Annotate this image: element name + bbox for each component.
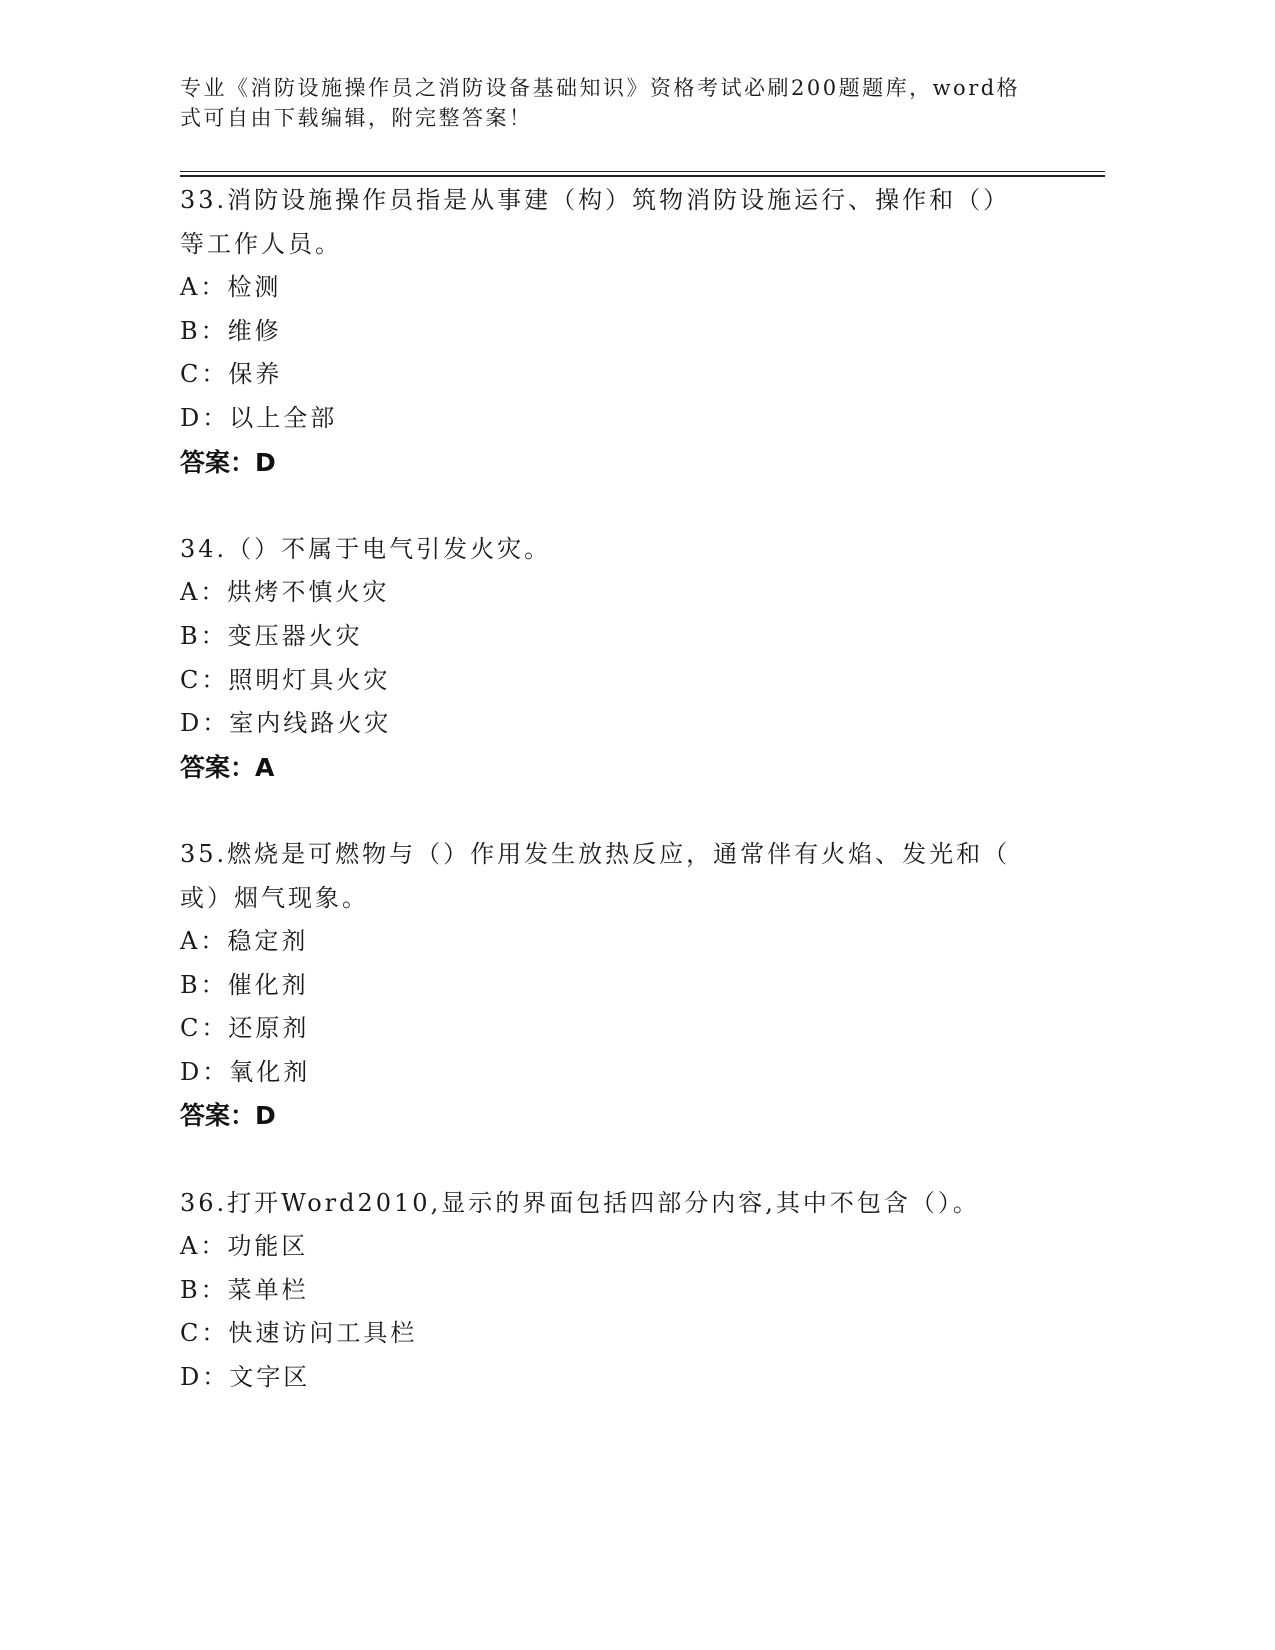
answer: 答案：D [180, 1101, 276, 1131]
option-c: C：照明灯具火灾 [180, 665, 391, 694]
option-b: B：变压器火灾 [180, 621, 363, 650]
header-line: 式可自由下载编辑，附完整答案！ [180, 106, 533, 130]
option-d: D：室内线路火灾 [180, 709, 392, 738]
option-d: D：以上全部 [180, 403, 338, 432]
option-b: B：菜单栏 [180, 1275, 309, 1304]
question-text: 33.消防设施操作员指是从事建（构）筑物消防设施运行、操作和（） [180, 186, 1011, 214]
question-text: 35.燃烧是可燃物与（）作用发生放热反应，通常伴有火焰、发光和（ [180, 839, 1011, 868]
option-a: A：检测 [180, 273, 282, 302]
question-list [180, 179, 1105, 1443]
answer: 答案：D [180, 447, 276, 477]
question-36 [180, 1182, 1105, 1400]
question-33 [180, 179, 1105, 484]
option-a: A：功能区 [180, 1232, 309, 1261]
question-text: 36.打开Word2010,显示的界面包括四部分内容,其中不包含（）。 [180, 1188, 980, 1217]
option-b: B：维修 [180, 316, 282, 345]
answer: 答案：A [180, 752, 275, 782]
option-d: D：文字区 [180, 1363, 311, 1392]
document-header [180, 73, 1080, 133]
question-34 [180, 528, 1105, 790]
question-35 [180, 833, 1105, 1138]
header-divider [180, 171, 1105, 177]
question-text: 34.（）不属于电气引发火灾。 [180, 534, 552, 563]
option-a: A：烘烤不慎火灾 [180, 578, 390, 607]
option-b: B：催化剂 [180, 970, 309, 999]
option-d: D：氧化剂 [180, 1057, 311, 1086]
option-a: A：稳定剂 [180, 927, 309, 956]
header-line: 专业《消防设施操作员之消防设备基础知识》资格考试必刷200题题库，word格 [180, 76, 1021, 100]
option-c: C：快速访问工具栏 [180, 1319, 418, 1348]
option-c: C：保养 [180, 360, 283, 389]
question-text: 等工作人员。 [180, 229, 342, 258]
option-c: C：还原剂 [180, 1014, 310, 1043]
question-text: 或）烟气现象。 [180, 883, 369, 912]
